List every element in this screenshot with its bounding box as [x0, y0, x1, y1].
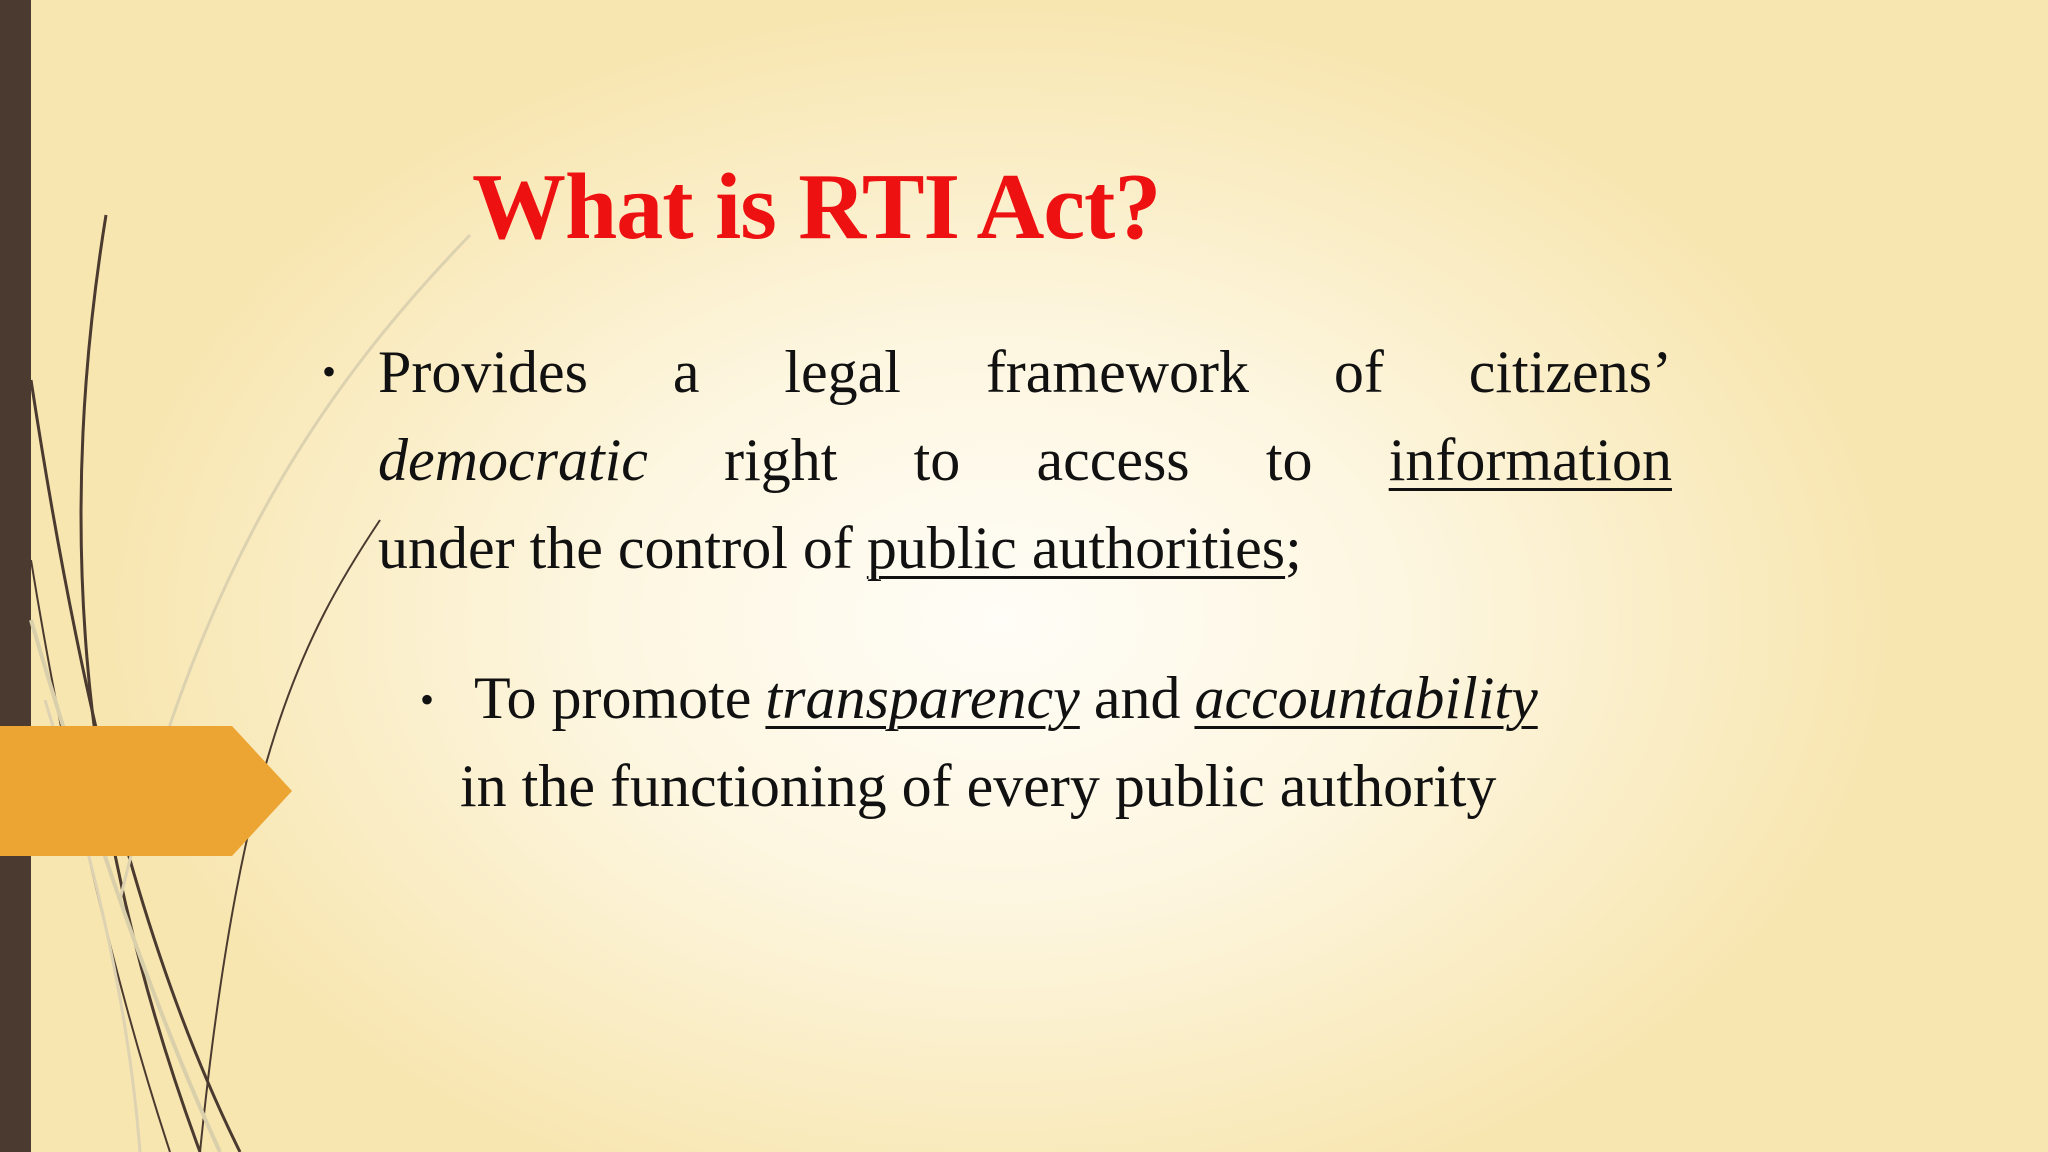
- bullet-2-marker: •: [420, 677, 435, 722]
- bullet-2-text: [460, 654, 1660, 830]
- word: to: [913, 427, 961, 493]
- line-3-text: under the control of: [378, 515, 853, 581]
- arrow-tab: [0, 726, 292, 856]
- word: framework: [985, 339, 1250, 405]
- term-accountability: accountability: [1194, 665, 1538, 731]
- bullet-1-marker: •: [322, 349, 337, 394]
- text-to-promote: To promote: [474, 665, 752, 731]
- word: right: [724, 427, 838, 493]
- bullet-2-line-1: [460, 654, 1660, 742]
- bullet-2-line-2: [460, 742, 1660, 830]
- bullet-1-line-2: [378, 416, 1672, 504]
- public-authorities-term: public authorities: [866, 515, 1286, 581]
- word: to: [1265, 427, 1313, 493]
- text-and: and: [1093, 665, 1181, 731]
- word: Provides: [378, 339, 588, 405]
- word-democratic: democratic: [378, 427, 648, 493]
- word: of: [1333, 339, 1384, 405]
- slide-title: What is RTI Act?: [472, 155, 1161, 259]
- word: access: [1036, 427, 1190, 493]
- bullet-1-text: [378, 328, 1672, 592]
- text-functioning: in the functioning of every public authority: [460, 753, 1497, 819]
- word-information: information: [1388, 427, 1672, 493]
- decor-line-1: [81, 215, 200, 1152]
- line-3-end: ;: [1285, 515, 1302, 581]
- word: a: [672, 339, 700, 405]
- term-transparency: transparency: [765, 665, 1080, 731]
- decor-line-6: [31, 620, 220, 1152]
- bullet-1-line-1: [378, 328, 1672, 416]
- word: legal: [784, 339, 901, 405]
- bullet-1-line-3: [378, 504, 1672, 592]
- word: citizens’: [1468, 339, 1672, 405]
